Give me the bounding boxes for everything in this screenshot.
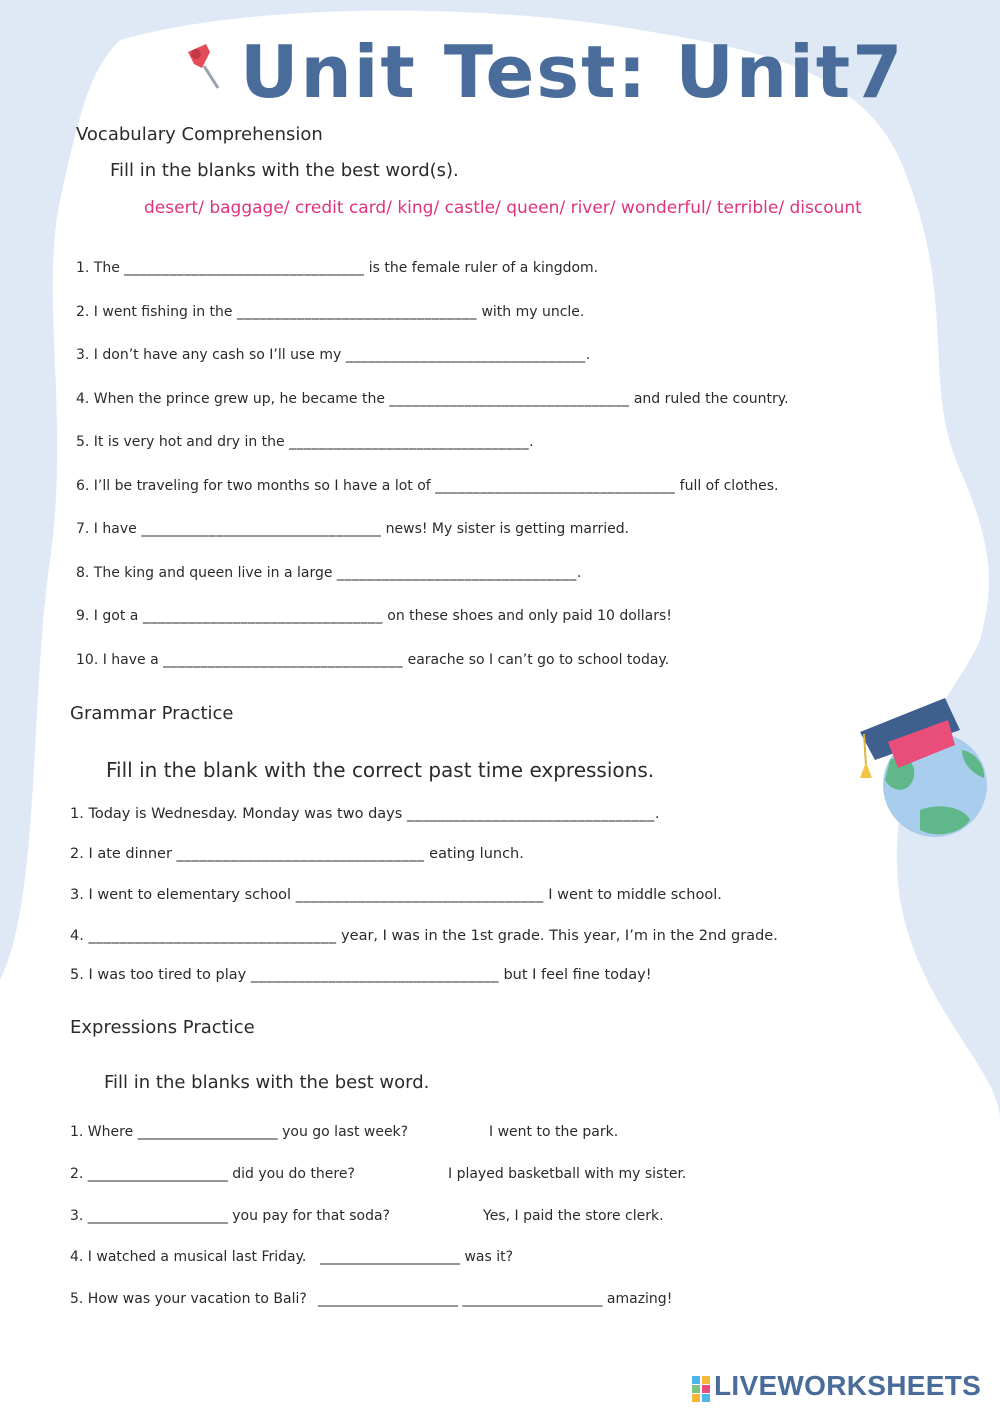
brand-text: LIVEWORKSHEETS [714, 1370, 982, 1401]
answer-blank[interactable]: ________________________________ [124, 260, 365, 276]
answer-blank[interactable]: ________________________________ [389, 391, 630, 407]
answer-blank[interactable]: ________________________________ [345, 347, 586, 363]
expressions-answer-4[interactable]: ____________________ was it? [320, 1249, 514, 1265]
answer-blank[interactable]: ________________________________ [289, 434, 530, 450]
expressions-heading: Expressions Practice [70, 1017, 255, 1038]
grammar-question-2: 2. I ate dinner ________________________________ eating lunch. [70, 846, 524, 862]
vocab-question-5: 5. It is very hot and dry in the ________________________________. [76, 434, 534, 450]
vocab-question-6: 6. I’ll be traveling for two months so I have a lot of ________________________________ full of clothes. [76, 478, 779, 494]
vocab-question-10: 10. I have a ________________________________ earache so I can’t go to school today. [76, 652, 670, 668]
answer-blank[interactable]: ________________________________ [163, 652, 404, 668]
vocab-question-1: 1. The ________________________________ is the female ruler of a kingdom. [76, 260, 599, 276]
answer-blank[interactable]: ________________________________ [250, 967, 499, 983]
expressions-question-1[interactable]: 1. Where ____________________ you go last week? [70, 1124, 409, 1140]
answer-blank[interactable]: ________________________________ [336, 565, 577, 581]
expressions-answer-1: I went to the park. [489, 1124, 619, 1140]
answer-blank[interactable]: ________________________________ [176, 846, 425, 862]
answer-blank[interactable]: ________________________________ [435, 478, 676, 494]
expressions-question-4: 4. I watched a musical last Friday. [70, 1249, 307, 1265]
expressions-instruction: Fill in the blanks with the best word. [104, 1072, 430, 1093]
vocab-question-8: 8. The king and queen live in a large ________________________________. [76, 565, 582, 581]
grammar-question-5: 5. I was too tired to play ________________________________ but I feel fine today! [70, 967, 652, 983]
answer-blank[interactable]: ________________________________ [295, 887, 544, 903]
page-title: Unit Test: Unit7 [240, 30, 905, 114]
answer-blank[interactable]: ________________________________ [142, 608, 383, 624]
vocab-question-9: 9. I got a ________________________________ on these shoes and only paid 10 dollars! [76, 608, 672, 624]
push-pin-icon [184, 42, 224, 92]
word-bank: desert/ baggage/ credit card/ king/ castle/ queen/ river/ wonderful/ terrible/ discount [144, 198, 862, 218]
globe-graduation-cap-icon [850, 690, 995, 840]
liveworksheets-logo-icon [692, 1376, 710, 1402]
expressions-question-5: 5. How was your vacation to Bali? [70, 1291, 307, 1307]
answer-blank[interactable]: ________________________________ [88, 928, 337, 944]
vocabulary-heading: Vocabulary Comprehension [76, 124, 323, 145]
expressions-answer-2: I played basketball with my sister. [448, 1166, 687, 1182]
answer-blank[interactable]: ________________________________ [237, 304, 477, 320]
grammar-instruction: Fill in the blank with the correct past time expressions. [106, 758, 655, 782]
expressions-question-3[interactable]: 3. ____________________ you pay for that soda? [70, 1208, 390, 1224]
vocabulary-instruction: Fill in the blanks with the best word(s). [110, 160, 459, 181]
vocab-question-7: 7. I have ________________________________ news! My sister is getting married. [76, 521, 630, 537]
vocab-question-2: 2. I went fishing in the ________________________________ with my uncle. [76, 304, 585, 320]
vocab-question-3: 3. I don’t have any cash so I’ll use my ________________________________. [76, 347, 591, 363]
expressions-answer-3: Yes, I paid the store clerk. [483, 1208, 664, 1224]
expressions-question-2[interactable]: 2. ____________________ did you do there? [70, 1166, 355, 1182]
grammar-question-4: 4. ________________________________ year, I was in the 1st grade. This year, I’m in the 2nd grade. [70, 928, 778, 944]
grammar-question-3: 3. I went to elementary school ________________________________ I went to middle school. [70, 887, 722, 903]
answer-blank[interactable]: ________________________________ [141, 521, 382, 537]
vocab-question-4: 4. When the prince grew up, he became the ________________________________ and ruled the country. [76, 391, 789, 407]
expressions-answer-5[interactable]: ____________________ ____________________ amazing! [318, 1291, 673, 1307]
grammar-question-1: 1. Today is Wednesday. Monday was two days ________________________________. [70, 806, 660, 822]
grammar-heading: Grammar Practice [70, 703, 234, 724]
answer-blank[interactable]: ________________________________ [406, 806, 655, 822]
